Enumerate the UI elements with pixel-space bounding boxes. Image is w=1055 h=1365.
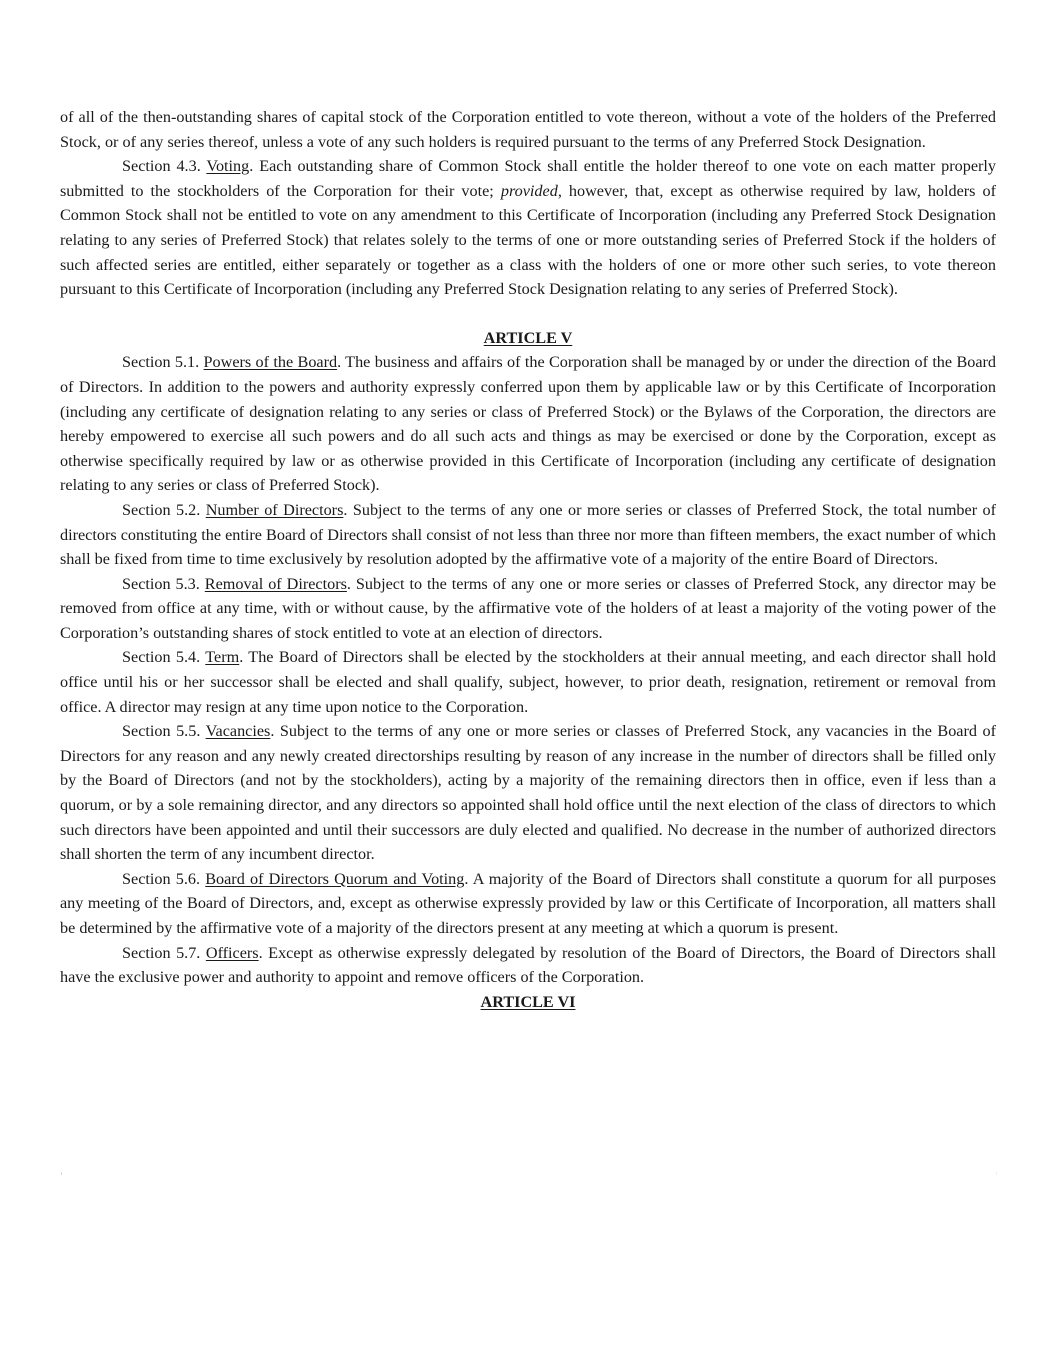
section-title: Term	[205, 648, 240, 667]
intro-paragraph: of all of the then-outstanding shares of capital stock of the Corporation entitled to vote thereon, without a vote of the holders of the Preferred Stock, or of any series thereof, unless a vote of any such holders is required pursuant to the terms of any Preferred Stock Designation.	[60, 108, 996, 151]
section-text: . The business and affairs of the Corporation shall be managed by or under the direction of the Board of Directors. In addition to the powers and authority expressly conferred upon them by applicable law or by this Certificate of Incorporation (including any certificate of designation relating to any series or class of Preferred Stock) or the Bylaws of the Corporation, the directors are hereby empowered to exercise all such powers and do all such acts and things as may be exercised or done by the Corporation, except as otherwise specifically required by law or as otherwise provided in this Certificate of Incorporation (including any certificate of designation relating to any series or class of Preferred Stock).	[60, 353, 996, 495]
section-4-3	[60, 154, 996, 302]
section-text: . Except as otherwise expressly delegated by resolution of the Board of Directors, the Board of Directors shall have the exclusive power and authority to appoint and remove officers of the Corporation.	[60, 943, 996, 987]
section-text: . Each outstanding share of Common Stock shall entitle the holder thereof to one vote on each matter properly submitted to the stockholders of the Corporation for their vote;	[60, 157, 996, 200]
section-number: Section 5.2.	[122, 500, 201, 519]
document-page	[60, 105, 996, 1014]
scan-artifact	[61, 1172, 62, 1175]
section-5-7	[60, 941, 996, 990]
section-text: , however, that, except as otherwise required by law, holders of Common Stock shall not be entitled to vote on any amendment to this Certificate of Incorporation (including any Preferred Stock Designation relating to any series of Preferred Stock) that relates solely to the terms of one or more outstanding series of Preferred Stock if the holders of such affected series are entitled, either separately or together as a class with the holders of one or more other such series, to vote thereon pursuant to this Certificate of Incorporation (including any Preferred Stock Designation relating to any series of Preferred Stock).	[60, 181, 997, 299]
section-number: Section 5.5.	[122, 722, 201, 741]
section-title: Voting	[206, 157, 250, 176]
section-text: . Subject to the terms of any one or more series or classes of Preferred Stock, any director may be removed from office at any time, with or without cause, by the affirmative vote of the holders of at least a majority of the voting power of the Corporation’s outstanding shares of stock entitled to vote at an election of directors.	[60, 574, 997, 642]
section-title: Board of Directors Quorum and Voting	[205, 869, 465, 888]
section-number: Section 5.3.	[122, 574, 200, 593]
section-title: Number of Directors	[205, 500, 344, 519]
article-vi-heading: ARTICLE VI	[480, 992, 576, 1011]
section-text: . Subject to the terms of any one or more series or classes of Preferred Stock, any vacancies in the Board of Directors for any reason and any newly created directorships resulting by reason of any increase in the number of directors shall be filled only by the Board of Directors (and not by the stockholders), acting by a majority of the remaining directors then in office, even if less than a quorum, or by a sole remaining director, and any directors so appointed shall hold office until the next election of the class of directors to which such directors have been appointed and until their successors are duly elected and qualified. No decrease in the number of authorized directors shall shorten the term of any incumbent director.	[60, 722, 996, 864]
section-number: Section 5.7.	[122, 943, 201, 962]
section-title: Vacancies	[205, 722, 271, 741]
italic-term: provided	[500, 181, 558, 200]
article-v-heading: ARTICLE V	[483, 328, 573, 347]
section-5-2	[60, 498, 996, 572]
section-text: . Subject to the terms of any one or more series or classes of Preferred Stock, the total number of directors constituting the entire Board of Directors shall consist of not less than three nor more than fifteen members, the exact number of which shall be fixed from time to time exclusively by resolution adopted by the affirmative vote of a majority of the entire Board of Directors.	[60, 500, 997, 569]
scan-artifact	[996, 1172, 997, 1175]
section-5-4	[60, 645, 996, 719]
section-number: Section 5.6.	[122, 869, 201, 888]
section-5-5	[60, 719, 996, 867]
section-number: Section 4.3.	[122, 157, 201, 176]
section-title: Officers	[205, 943, 259, 962]
section-5-3	[60, 572, 996, 646]
section-title: Removal of Directors	[204, 574, 347, 593]
section-text: . The Board of Directors shall be elected by the stockholders at their annual meeting, and each director shall hold office until his or her successor shall be elected and shall qualify, subject, however, to prior death, resignation, retirement or removal from office. A director may resign at any time upon notice to the Corporation.	[60, 648, 996, 716]
section-number: Section 5.4.	[122, 648, 201, 667]
section-5-1	[60, 350, 996, 498]
section-text: . A majority of the Board of Directors shall constitute a quorum for all purposes any meeting of the Board of Directors, and, except as otherwise expressly provided by law or this Certificate of Incorporation, all matters shall be determined by the affirmative vote of a majority of the directors present at any meeting at which a quorum is present.	[60, 869, 997, 937]
section-number: Section 5.1.	[122, 353, 200, 372]
section-5-6	[60, 867, 996, 941]
section-title: Powers of the Board	[203, 353, 338, 372]
